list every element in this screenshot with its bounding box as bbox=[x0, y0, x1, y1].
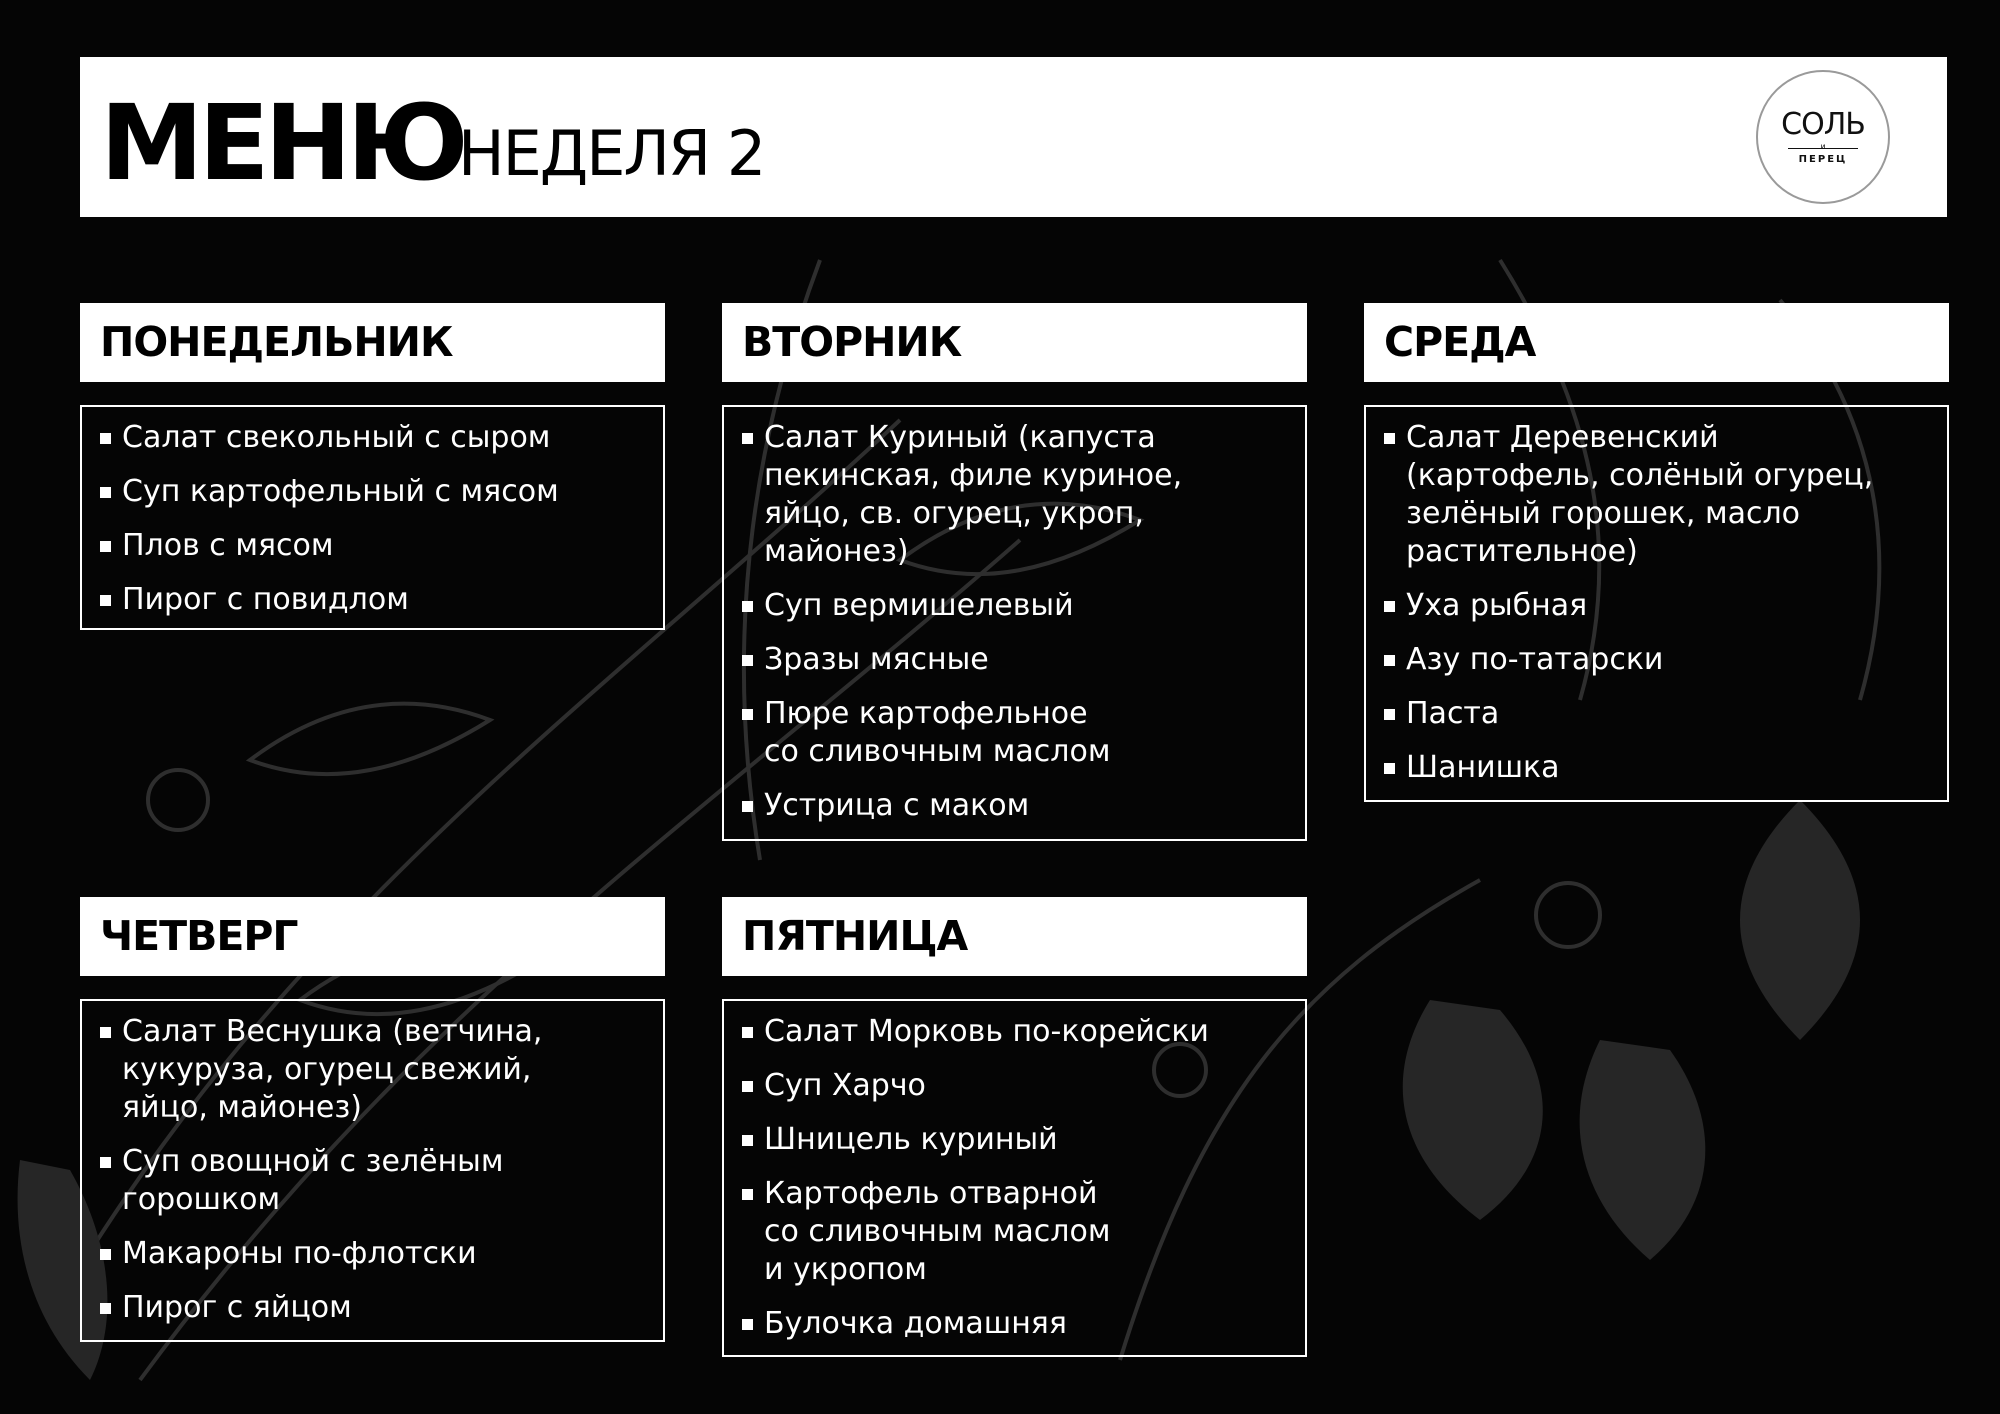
day-menu-wednesday bbox=[1364, 405, 1949, 802]
menu-item: Булочка домашняя bbox=[742, 1305, 1285, 1343]
page-title: МЕНЮ bbox=[100, 82, 464, 204]
menu-item: Суп картофельный с мясом bbox=[100, 473, 643, 511]
day-menu-thursday bbox=[80, 999, 665, 1342]
bullet-square-icon bbox=[100, 1157, 111, 1168]
bullet-square-icon bbox=[742, 1319, 753, 1330]
day-header-wednesday: СРЕДА bbox=[1364, 303, 1949, 382]
bullet-square-icon bbox=[742, 655, 753, 666]
bullet-square-icon bbox=[100, 541, 111, 552]
menu-item: Паста bbox=[1384, 695, 1927, 733]
menu-item: Плов с мясом bbox=[100, 527, 643, 565]
menu-item: Салат Куриный (капуста пекинская, филе куриное, яйцо, св. огурец, укроп, майонез) bbox=[742, 419, 1285, 571]
bullet-square-icon bbox=[1384, 709, 1395, 720]
menu-item: Уха рыбная bbox=[1384, 587, 1927, 625]
menu-item: Макароны по-флотски bbox=[100, 1235, 643, 1273]
bullet-square-icon bbox=[742, 801, 753, 812]
menu-item: Картофель отварной со сливочным маслом и укропом bbox=[742, 1175, 1285, 1289]
menu-item: Салат Деревенский (картофель, солёный огурец, зелёный горошек, масло растительное) bbox=[1384, 419, 1927, 571]
day-header-thursday: ЧЕТВЕРГ bbox=[80, 897, 665, 976]
day-menu-friday bbox=[722, 999, 1307, 1357]
bullet-square-icon bbox=[742, 1081, 753, 1092]
day-header-friday: ПЯТНИЦА bbox=[722, 897, 1307, 976]
menu-item: Салат Морковь по-корейски bbox=[742, 1013, 1285, 1051]
menu-item: Пирог с повидлом bbox=[100, 581, 643, 619]
menu-item: Суп вермишелевый bbox=[742, 587, 1285, 625]
logo-text-top: СОЛЬ bbox=[1781, 107, 1865, 142]
bullet-square-icon bbox=[100, 1027, 111, 1038]
logo-text-middle: и bbox=[1820, 142, 1826, 151]
bullet-square-icon bbox=[742, 1027, 753, 1038]
day-menu-monday bbox=[80, 405, 665, 630]
menu-item: Пюре картофельное со сливочным маслом bbox=[742, 695, 1285, 771]
bullet-square-icon bbox=[742, 601, 753, 612]
day-menu-tuesday bbox=[722, 405, 1307, 841]
menu-item: Зразы мясные bbox=[742, 641, 1285, 679]
salt-and-pepper-logo bbox=[1756, 70, 1890, 204]
page-subtitle: НЕДЕЛЯ 2 bbox=[458, 117, 765, 190]
bullet-square-icon bbox=[742, 1135, 753, 1146]
bullet-square-icon bbox=[742, 709, 753, 720]
bullet-square-icon bbox=[100, 487, 111, 498]
bullet-square-icon bbox=[100, 1249, 111, 1260]
bullet-square-icon bbox=[100, 595, 111, 606]
bullet-square-icon bbox=[1384, 655, 1395, 666]
bullet-square-icon bbox=[1384, 763, 1395, 774]
menu-item: Шницель куриный bbox=[742, 1121, 1285, 1159]
menu-item: Устрица с маком bbox=[742, 787, 1285, 825]
bullet-square-icon bbox=[1384, 433, 1395, 444]
bullet-square-icon bbox=[1384, 601, 1395, 612]
day-header-monday: ПОНЕДЕЛЬНИК bbox=[80, 303, 665, 382]
bullet-square-icon bbox=[742, 433, 753, 444]
menu-item: Суп овощной с зелёным горошком bbox=[100, 1143, 643, 1219]
bullet-square-icon bbox=[100, 433, 111, 444]
bullet-square-icon bbox=[100, 1303, 111, 1314]
logo-text-bottom: ПЕРЕЦ bbox=[1798, 154, 1848, 165]
menu-item: Салат свекольный с сыром bbox=[100, 419, 643, 457]
menu-item: Пирог с яйцом bbox=[100, 1289, 643, 1327]
day-header-tuesday: ВТОРНИК bbox=[722, 303, 1307, 382]
menu-item: Суп Харчо bbox=[742, 1067, 1285, 1105]
menu-item: Салат Веснушка (ветчина, кукуруза, огурец свежий, яйцо, майонез) bbox=[100, 1013, 643, 1127]
bullet-square-icon bbox=[742, 1189, 753, 1200]
menu-item: Шанишка bbox=[1384, 749, 1927, 787]
menu-item: Азу по-татарски bbox=[1384, 641, 1927, 679]
